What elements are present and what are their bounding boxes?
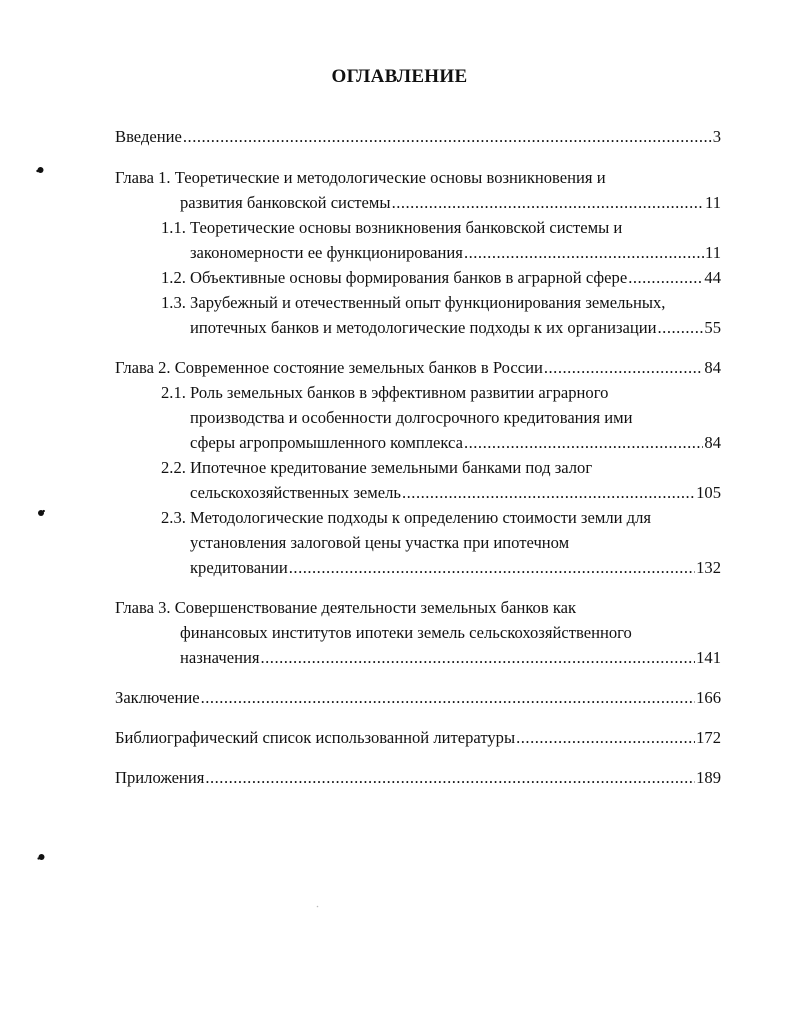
toc-entry-text: сферы агропромышленного комплекса xyxy=(190,433,463,452)
toc-page-number: 105 xyxy=(696,483,721,502)
toc-section-2-3-line-3 xyxy=(190,558,721,578)
dot-leader xyxy=(402,483,695,503)
toc-chapter-3-line-2: финансовых институтов ипотеки земель сельскохозяйственного xyxy=(180,623,632,642)
toc-section-2-1-line-1: 2.1. Роль земельных банков в эффективном развитии аграрного xyxy=(161,383,609,402)
toc-page-number: 132 xyxy=(696,558,721,577)
toc-entry-text: закономерности ее функционирования xyxy=(190,243,463,262)
toc-section-1-1-line-2 xyxy=(190,243,721,263)
dot-leader xyxy=(201,688,695,708)
dot-leader xyxy=(261,648,696,668)
toc-entry-appendices xyxy=(115,768,721,788)
toc-entry-text: Глава 2. Современное состояние земельных банков в России xyxy=(115,358,543,377)
toc-entry-text: Приложения xyxy=(115,768,205,787)
toc-section-2-2-line-1: 2.2. Ипотечное кредитование земельными банками под залог xyxy=(161,458,593,477)
toc-section-1-1-line-1: 1.1. Теоретические основы возникновения банковской системы и xyxy=(161,218,623,237)
dot-leader xyxy=(183,127,712,147)
toc-entry-text: 1.2. Объективные основы формирования банков в аграрной сфере xyxy=(161,268,628,287)
toc-page-number: 189 xyxy=(696,768,721,787)
toc-section-1-2 xyxy=(161,268,721,288)
toc-chapter-1-line-1: Глава 1. Теоретические и методологические основы возникновения и xyxy=(115,168,606,187)
toc-chapter-3-line-1: Глава 3. Совершенствование деятельности земельных банков как xyxy=(115,598,577,617)
toc-entry-text: назначения xyxy=(180,648,260,667)
toc-entry-text: развития банковской системы xyxy=(180,193,391,212)
toc-page-number: 11 xyxy=(705,243,721,262)
dot-leader xyxy=(658,318,704,338)
dot-leader xyxy=(628,268,703,288)
toc-page-number: 84 xyxy=(704,433,721,452)
toc-entry-conclusion xyxy=(115,688,721,708)
toc-page-number: 3 xyxy=(712,127,721,146)
dot-leader xyxy=(516,728,695,748)
toc-entry-text: Заключение xyxy=(115,688,200,707)
toc-section-2-3-line-1: 2.3. Методологические подходы к определению стоимости земли для xyxy=(161,508,651,527)
toc-chapter-1-line-2 xyxy=(180,193,721,213)
toc-entry-text: Библиографический список использованной литературы xyxy=(115,728,516,747)
toc-section-1-3-line-1: 1.3. Зарубежный и отечественный опыт функционирования земельных, xyxy=(161,293,666,312)
toc-section-1-3-line-2 xyxy=(190,318,721,338)
scan-speck xyxy=(316,905,319,908)
dot-leader xyxy=(464,243,704,263)
dot-leader xyxy=(544,358,704,378)
binder-hole-mark xyxy=(36,166,44,174)
toc-section-2-1-line-3 xyxy=(190,433,721,453)
toc-page-number: 55 xyxy=(704,318,721,337)
toc-page-number: 172 xyxy=(696,728,721,747)
toc-section-2-2-line-2 xyxy=(190,483,721,503)
toc-entry-text: Введение xyxy=(115,127,182,146)
binder-hole-mark xyxy=(37,509,45,517)
toc-entry-text: сельскохозяйственных земель xyxy=(190,483,401,502)
toc-page-number: 84 xyxy=(704,358,721,377)
toc-entry-text: ипотечных банков и методологические подходы к их организации xyxy=(190,318,657,337)
toc-section-2-3-line-2: установления залоговой цены участка при ипотечном xyxy=(190,533,570,552)
toc-page-number: 44 xyxy=(704,268,721,287)
toc-chapter-2 xyxy=(115,358,721,378)
toc-page-number: 141 xyxy=(696,648,721,667)
dot-leader xyxy=(464,433,703,453)
toc-entry-text: кредитовании xyxy=(190,558,288,577)
toc-chapter-3-line-3 xyxy=(180,648,721,668)
binder-hole-mark xyxy=(37,853,45,861)
dot-leader xyxy=(205,768,695,788)
toc-title: ОГЛАВЛЕНИЕ xyxy=(331,66,468,87)
dot-leader xyxy=(289,558,695,578)
toc-page-number: 11 xyxy=(705,193,721,212)
toc-entry-intro xyxy=(115,127,721,147)
dot-leader xyxy=(392,193,704,213)
toc-entry-bibliography xyxy=(115,728,721,748)
toc-section-2-1-line-2: производства и особенности долгосрочного кредитования ими xyxy=(190,408,633,427)
toc-page-number: 166 xyxy=(696,688,721,707)
